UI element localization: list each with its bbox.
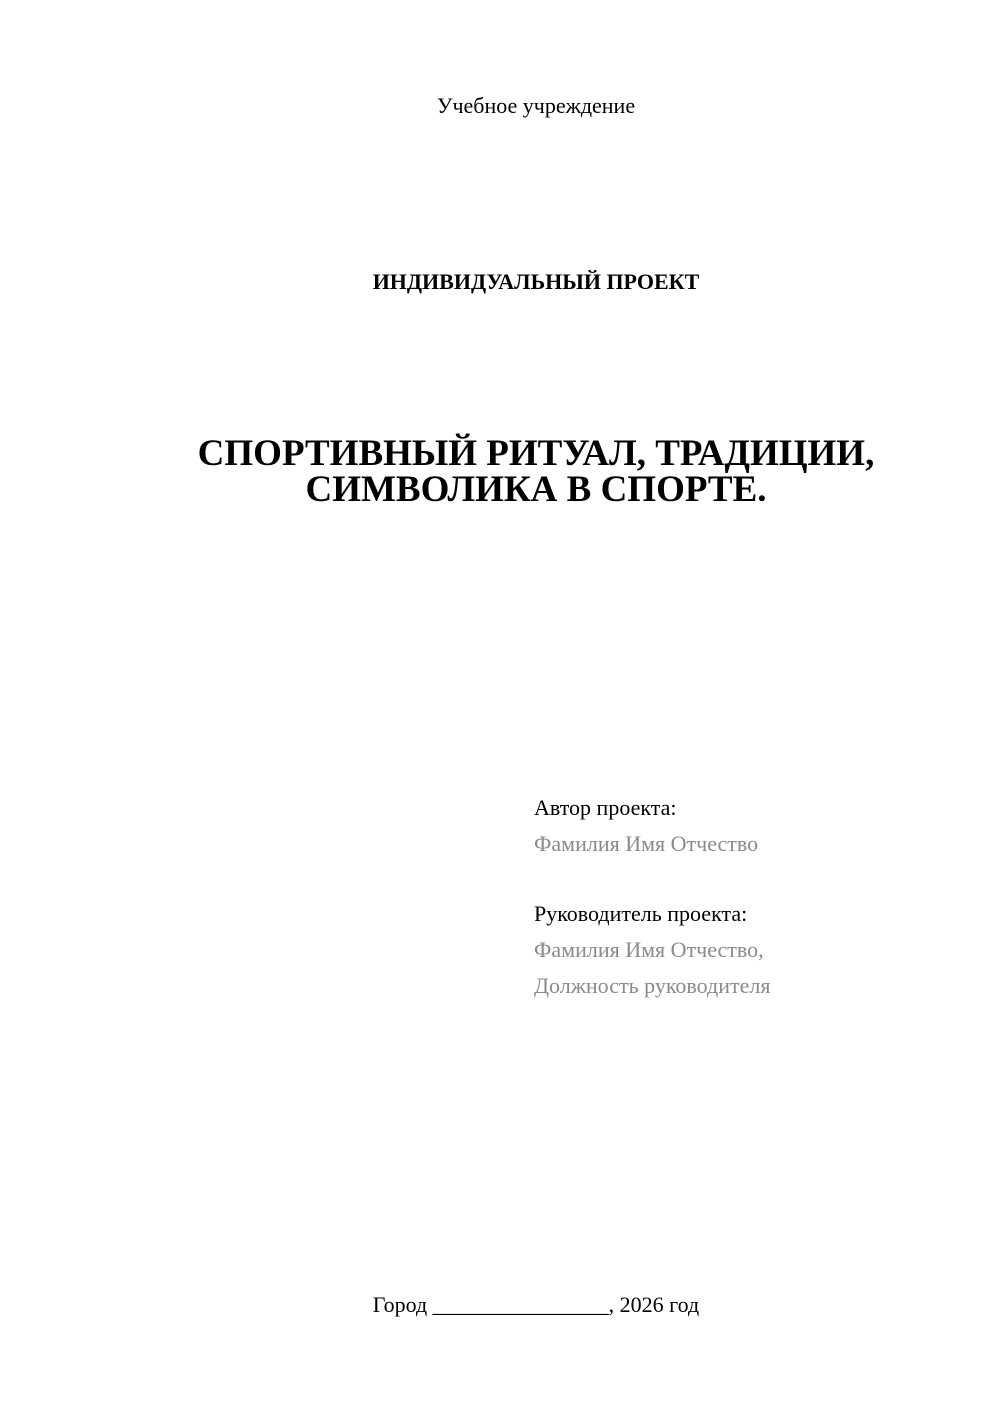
author-label: Автор проекта:: [534, 795, 677, 820]
credits-spacer: [534, 862, 974, 896]
project-topic: [0, 433, 1000, 510]
supervisor-name: Фамилия Имя Отчество,: [534, 937, 764, 962]
city-year-line: Город ________________, 2026 год: [372, 1292, 700, 1317]
project-topic-line-2: СИМВОЛИКА В СПОРТЕ.: [305, 469, 767, 510]
project-topic-line-1: СПОРТИВНЫЙ РИТУАЛ, ТРАДИЦИИ,: [197, 433, 875, 474]
project-credits: [534, 790, 974, 1004]
supervisor-label: Руководитель проекта:: [534, 901, 748, 926]
document-type: ИНДИВИДУАЛЬНЫЙ ПРОЕКТ: [372, 269, 700, 294]
supervisor-position: Должность руководителя: [534, 973, 771, 998]
institution-name: Учебное учреждение: [436, 93, 636, 118]
author-name: Фамилия Имя Отчество: [534, 831, 759, 856]
